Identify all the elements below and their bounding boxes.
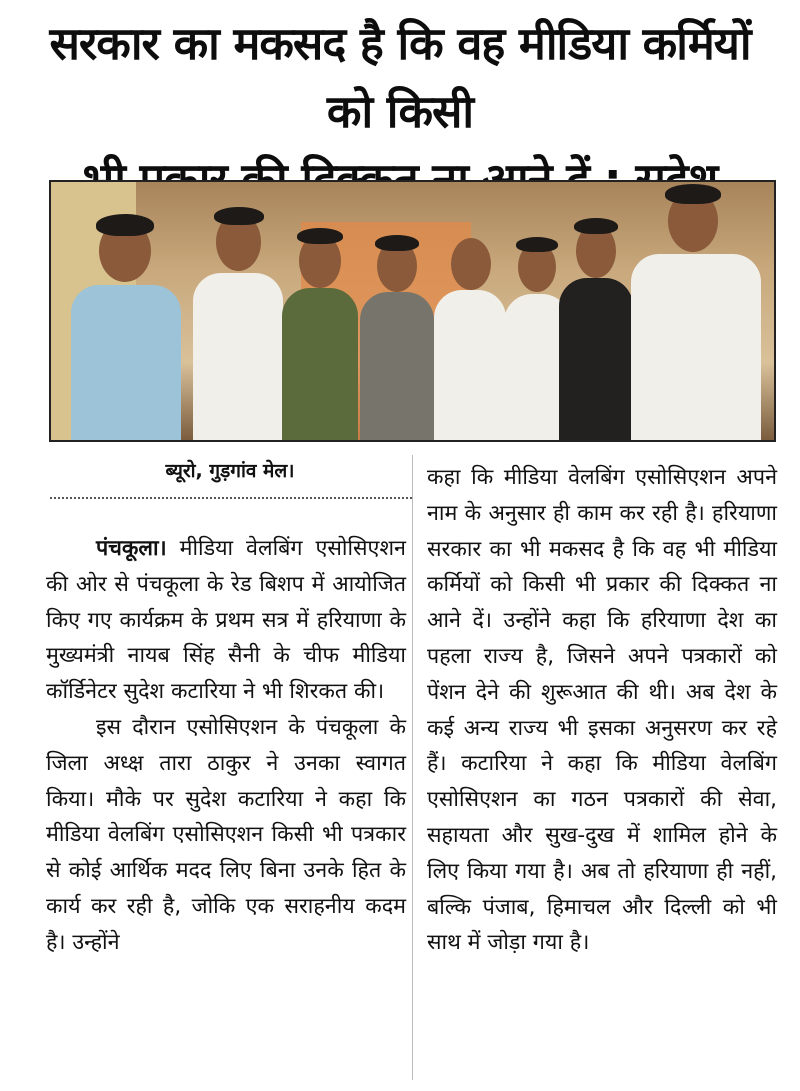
article-paragraph-1 — [46, 531, 406, 710]
person-4 — [357, 230, 437, 440]
article-paragraph-3: कहा कि मीडिया वेलबिंग एसोसिएशन अपने नाम के अनुसार ही काम कर रही है। हरियाणा सरकार का भी मकसद है कि वह भी मीडिया कर्मियों को किसी भी प्रकार की दिक्कत ना आने दें। उन्होंने कहा कि हरियाणा देश का पहला राज्य है, जिसने अपने पत्रकारों को पेंशन देने की शुरूआत की थी। अब देश के कई अन्य राज्य भी इसका अनुसरण कर रहे हैं। कटारिया ने कहा कि मीडिया वेलबिंग एसोसिएशन का गठन पत्रकारों की सेवा, सहायता और सुख-दुख में शामिल होने के लिए किया गया है। अब तो हरियाणा ही नहीं, बल्कि पंजाब, हिमाचल और दिल्ली को भी साथ में जोड़ा गया है। — [427, 465, 777, 956]
article-paragraph-2: इस दौरान एसोसिएशन के पंचकूला के जिला अध्क्ष तारा ठाकुर ने उनका स्वागत किया। मौके पर सुदेश कटारिया ने कहा कि मीडिया वेलबिंग एसोसिएशन किसी भी पत्रकार से कोई आर्थिक मदद लिए बिना उनके हित के कार्य कर रही है, जोकि एक सराहनीय कदम है। उन्होंने — [46, 714, 406, 955]
article-column-right — [427, 460, 777, 961]
dateline: पंचकूला। — [96, 536, 167, 561]
headline-line-1: सरकार का मकसद है कि वह मीडिया कर्मियों को किसी — [49, 17, 751, 138]
person-8 — [623, 182, 763, 440]
column-divider — [412, 455, 413, 1080]
person-5 — [431, 228, 509, 440]
person-3 — [279, 220, 361, 440]
group-photo — [49, 180, 776, 442]
byline-divider — [50, 497, 412, 499]
paragraph-1-text: मीडिया वेलबिंग एसोसिएशन की ओर से पंचकूला के रेड बिशप में आयोजित किए गए कार्यक्रम के प्रथम सत्र में हरियाणा के मुख्यमंत्री नायब सिंह सैनी के चीफ मीडिया कॉर्डिनेटर सुदेश कटारिया ने भी शिरकत की। — [46, 536, 406, 705]
person-1 — [66, 200, 186, 440]
article-column-left — [46, 531, 406, 961]
byline: ब्यूरो, गुड़गांव मेल। — [165, 460, 295, 482]
person-2 — [191, 195, 286, 440]
